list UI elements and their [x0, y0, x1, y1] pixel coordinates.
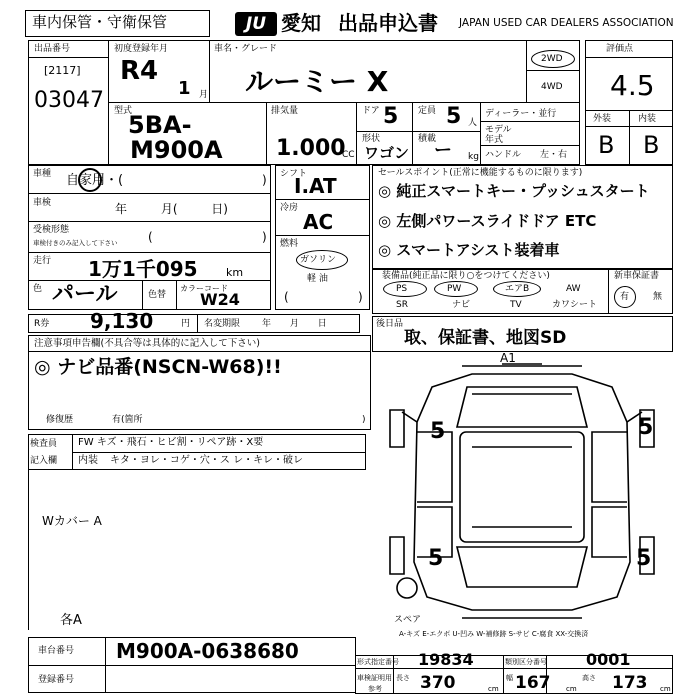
- color-code-label: カラーコード: [180, 284, 228, 293]
- grade-label: 評価点: [606, 44, 634, 54]
- ac-value: AC: [303, 210, 334, 234]
- recycle-label: R券: [34, 319, 50, 329]
- tire-rl: 5: [428, 546, 444, 571]
- shift-label: シフト: [280, 169, 308, 179]
- ju-logo: JU: [235, 12, 277, 36]
- twowd-label: 2WD: [541, 54, 563, 64]
- color-value: パール: [52, 282, 118, 307]
- mileage-value: 1万1千095: [88, 257, 198, 281]
- exterior-grade: B: [598, 131, 615, 159]
- class-label: 類別区分番号: [505, 658, 547, 666]
- interior-grade: B: [643, 131, 660, 159]
- logo-aichi: 愛知: [281, 11, 321, 35]
- body-type-value: ワゴン: [364, 144, 410, 162]
- sales-point-3: ◎ スマートアシスト装着車: [378, 241, 560, 259]
- fuel-diesel: 軽 油: [307, 274, 328, 284]
- wcover-note: Wカバー A: [42, 514, 102, 528]
- dealer-label: ディーラー・並行: [485, 109, 557, 119]
- grade-value: 4.5: [610, 69, 655, 102]
- type-spec-value: 19834: [418, 650, 474, 669]
- chassis-value: M900A-0638680: [116, 639, 299, 663]
- name-change-label: 名変期限: [204, 319, 241, 329]
- width-label: 幅: [506, 674, 513, 682]
- shift-value: I.AT: [294, 174, 337, 198]
- inspector-row-1: FW キズ・飛石・ヒビ割・リペア跡・X要: [78, 437, 264, 448]
- equip-pw: PW: [447, 284, 462, 294]
- mileage-label: 走行: [33, 256, 52, 266]
- equip-ps: PS: [396, 284, 408, 294]
- receive-label: 受検形態: [33, 225, 70, 235]
- height-label: 高さ: [582, 674, 596, 682]
- class-value: 0001: [586, 650, 631, 669]
- recycle-unit: 円: [181, 319, 191, 329]
- inspector-label-1: 検査員: [30, 439, 58, 449]
- warranty-yes: 有: [620, 292, 630, 302]
- spec-ref-label: 参考: [368, 685, 382, 693]
- lot-sub: [2117]: [44, 64, 81, 77]
- equip-airbag: エアB: [505, 284, 530, 294]
- load-value: ー: [434, 140, 452, 161]
- fuel-label: 燃料: [280, 239, 299, 249]
- name-change-value: 年 月 日: [262, 319, 327, 329]
- spare-label: スペア: [394, 615, 422, 625]
- color-change-label: 色替: [148, 290, 167, 300]
- after-items-label: 後日品: [376, 319, 404, 329]
- length-value: 370: [420, 673, 456, 693]
- load-label: 積載: [418, 134, 437, 144]
- sales-point-1: ◎ 純正スマートキー・プッシュスタート: [378, 182, 650, 200]
- model-year-label: モデル年式: [485, 125, 512, 145]
- handle-label: ハンドル: [485, 150, 522, 160]
- tire-fr: 5: [638, 415, 654, 440]
- recycle-value: 9,130: [90, 309, 154, 333]
- inspector-row-2-label: 内装: [78, 455, 98, 466]
- tire-fl: 5: [430, 419, 446, 444]
- equip-tv: TV: [510, 300, 522, 310]
- equip-seat: カワシート: [552, 300, 598, 310]
- fuel-gas: ガソリン: [300, 255, 337, 265]
- chassis-label: 車台番号: [38, 646, 75, 656]
- type-spec-label: 形式指定番号: [357, 658, 399, 666]
- registration-month: 1: [178, 78, 191, 99]
- width-value: 167: [515, 673, 551, 693]
- doors-value: 5: [383, 104, 399, 129]
- bottom-note: 各A: [60, 613, 82, 628]
- registration-era: R4: [120, 56, 159, 86]
- car-kind-value: 自家用・(: [66, 173, 124, 188]
- exterior-label: 外装: [593, 114, 612, 124]
- equip-aw: AW: [566, 284, 581, 294]
- color-label: 色: [33, 284, 43, 294]
- width-unit: cm: [566, 685, 577, 693]
- equip-sr: SR: [396, 300, 408, 310]
- warranty-no: 無: [653, 292, 663, 302]
- reg-label: 登録番号: [38, 675, 75, 685]
- tire-rr: 5: [636, 546, 652, 571]
- model-line2: M900A: [130, 136, 223, 164]
- inspection-value: 年 月( 日): [115, 202, 228, 216]
- displacement-value: 1.000: [276, 136, 346, 161]
- car-name-label: 車名・グレード: [214, 44, 278, 54]
- car-kind-circle: [78, 168, 102, 192]
- front-mark: A1: [500, 352, 516, 365]
- car-name-value: ルーミー X: [245, 65, 389, 98]
- inspector-row-2: キタ・ヨレ・コゲ・穴・ス レ・キレ・破レ: [110, 455, 303, 466]
- notes-box: [28, 335, 371, 430]
- doors-label: ドア: [362, 106, 380, 116]
- height-value: 173: [612, 673, 648, 693]
- receive-sub: 車検付きのみ記入して下さい: [33, 239, 118, 247]
- model-line1: 5BA-: [128, 111, 192, 139]
- car-kind-label: 車種: [33, 169, 52, 179]
- displacement-label: 排気量: [271, 106, 299, 116]
- color-code-value: W24: [200, 290, 240, 309]
- body-type-label: 形状: [362, 134, 381, 144]
- capacity-unit: 人: [468, 118, 478, 128]
- equip-navi: ナビ: [452, 300, 471, 310]
- sales-point-2: ◎ 左側パワースライドドア ETC: [378, 212, 597, 230]
- repair-label: 修復歴: [46, 415, 74, 425]
- form-title: 出品申込書: [338, 11, 438, 35]
- ac-label: 冷房: [280, 203, 299, 213]
- length-label: 長さ: [396, 674, 410, 682]
- interior-label: 内装: [638, 114, 657, 124]
- repair-value: 有(箇所: [112, 415, 143, 425]
- registration-label: 初度登録年月: [114, 44, 169, 54]
- sales-points-label: セールスポイント(正常に機能するものに限ります): [378, 168, 583, 178]
- storage-text: 車内保管・守衛保管: [32, 13, 168, 31]
- fourwd-label: 4WD: [541, 82, 563, 92]
- notes-label: 注意事項申告欄(不具合等は具体的に記入して下さい): [34, 338, 260, 349]
- handle-value: 左・右: [540, 150, 568, 160]
- length-unit: cm: [488, 685, 499, 693]
- inspection-label: 車検: [33, 198, 52, 208]
- notes-text: ◎ ナビ品番(NSCN-W68)!!: [34, 356, 282, 378]
- capacity-value: 5: [446, 104, 462, 129]
- equipment-label: 装備品(純正品に限り○をつけてください): [382, 271, 550, 281]
- inspector-label-2: 記入欄: [30, 456, 58, 466]
- association-name: JAPAN USED CAR DEALERS ASSOCIATION: [459, 17, 674, 29]
- load-unit: kg: [468, 152, 479, 162]
- registration-month-unit: 月: [199, 90, 209, 100]
- spec-note-label: 車検証明用: [357, 674, 392, 682]
- model-label: 型式: [114, 106, 133, 116]
- lot-number: 03047: [34, 88, 104, 113]
- capacity-label: 定員: [418, 106, 437, 116]
- displacement-unit: CC: [342, 150, 355, 160]
- height-unit: cm: [660, 685, 671, 693]
- after-items-value: 取、保証書、地図SD: [404, 328, 567, 348]
- lot-label: 出品番号: [34, 44, 71, 54]
- warranty-label: 新車保証書: [614, 271, 660, 281]
- mileage-unit: km: [226, 266, 244, 279]
- car-diagram: [372, 352, 673, 628]
- damage-legend: A-キズ E-エクボ U-凹み W-補修跡 S-サビ C-腐食 XX-交換済: [399, 630, 589, 638]
